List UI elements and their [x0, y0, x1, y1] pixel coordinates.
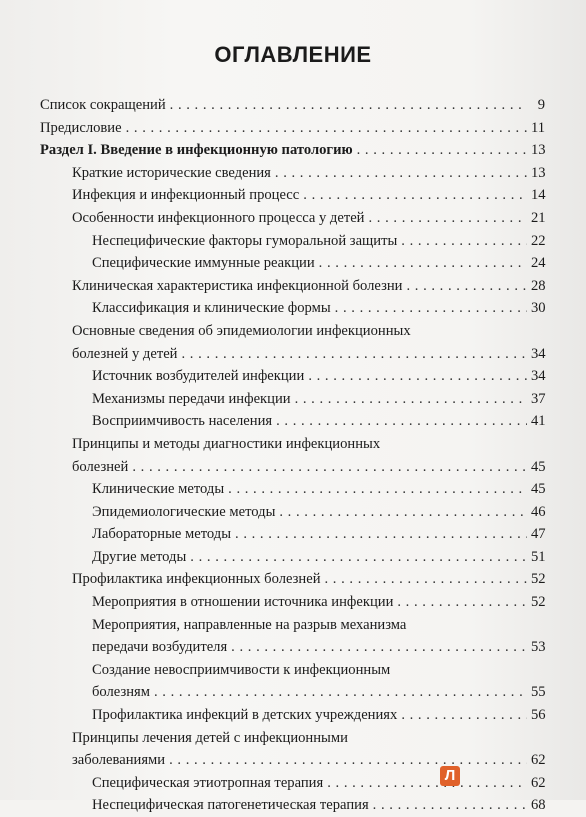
- toc-entry-page: 47: [531, 526, 546, 543]
- toc-entry: [40, 184, 545, 207]
- leader-dots: [279, 501, 527, 524]
- toc-subentry: [40, 501, 545, 524]
- toc-section-title: Раздел I. Введение в инфекционную патологию: [40, 142, 353, 159]
- toc-entry-page: 21: [531, 209, 546, 226]
- toc-entry-title: Инфекция и инфекционный процесс: [72, 187, 300, 204]
- toc-entry-title: Другие методы: [92, 548, 187, 565]
- toc-entry-title: Восприимчивость населения: [92, 413, 273, 430]
- leader-dots: [126, 117, 527, 140]
- leader-dots: [295, 388, 527, 411]
- toc-entry-title-line2: заболеваниями: [72, 752, 166, 769]
- toc-entry-page: 13: [531, 142, 546, 159]
- toc-entry-page: 55: [531, 684, 546, 701]
- toc-entry-page: 14: [531, 187, 546, 204]
- toc-subentry: [40, 704, 545, 727]
- toc-entry-title-line1: Мероприятия, направленные на разрыв механизма: [92, 616, 407, 633]
- toc-entry-page: 56: [531, 707, 546, 724]
- bleed-through-text: [60, 0, 530, 38]
- toc-entry-title: Механизмы передачи инфекции: [92, 390, 291, 407]
- publisher-logo-icon: [440, 766, 460, 786]
- toc-entry-title-line1: Принципы лечения детей с инфекционными: [72, 729, 348, 746]
- toc-entry-title-line2: болезней: [72, 458, 129, 475]
- toc-subentry: [40, 388, 545, 411]
- leader-dots: [132, 456, 527, 479]
- toc-entry-title-line2: передачи возбудителя: [92, 639, 228, 656]
- leader-dots: [170, 94, 527, 117]
- leader-dots: [231, 636, 527, 659]
- toc-entry-title: Специфические иммунные реакции: [92, 255, 315, 272]
- toc-subentry: [40, 794, 545, 817]
- leader-dots: [303, 184, 527, 207]
- toc-entry-page: 62: [531, 752, 546, 769]
- toc-entry-title: Клинические методы: [92, 481, 225, 498]
- toc-entry-page: 28: [531, 277, 546, 294]
- toc-entry-page: 45: [531, 458, 546, 475]
- toc-entry-title: Классификация и клинические формы: [92, 300, 331, 317]
- toc-subentry: [40, 681, 545, 704]
- toc-entry-page: 52: [531, 571, 546, 588]
- toc-subentry: [40, 297, 545, 320]
- toc-entry-page: 62: [531, 774, 546, 791]
- toc-entry-page: 34: [531, 368, 546, 385]
- toc-entry-page: 24: [531, 255, 546, 272]
- toc-entry-title: Список сокращений: [40, 97, 166, 113]
- toc-subentry: [40, 230, 545, 253]
- toc-entry-title-line1: Основные сведения об эпидемиологии инфекционных: [72, 322, 411, 339]
- toc-subentry: [40, 546, 545, 569]
- toc-entry: [40, 117, 545, 140]
- leader-dots: [235, 523, 527, 546]
- leader-dots: [357, 139, 527, 162]
- toc-entry: [40, 162, 545, 185]
- toc-entry-title-line1: Принципы и методы диагностики инфекционных: [72, 435, 381, 452]
- toc-entry-page: 9: [537, 97, 545, 113]
- leader-dots: [154, 681, 527, 704]
- toc-entry-title: Краткие исторические сведения: [72, 164, 271, 181]
- leader-dots: [401, 230, 527, 253]
- toc-subentry: [40, 636, 545, 659]
- toc-entry-title-line2: болезням: [92, 684, 150, 701]
- toc-section: [40, 139, 545, 162]
- toc-entry-title-line2: болезней у детей: [72, 345, 178, 362]
- toc-subentry: [40, 252, 545, 275]
- toc-entry-title: Профилактика инфекций в детских учреждениях: [92, 707, 398, 724]
- leader-dots: [373, 794, 527, 817]
- toc-entry: [40, 275, 545, 298]
- toc-entry: [40, 568, 545, 591]
- toc-entry-title: Профилактика инфекционных болезней: [72, 571, 321, 588]
- toc-subentry: [40, 591, 545, 614]
- toc-entry-page: 34: [531, 345, 546, 362]
- toc-entry-title: Эпидемиологические методы: [92, 503, 276, 520]
- toc-entry-page: 30: [531, 300, 546, 317]
- toc-entry: [40, 456, 545, 479]
- leader-dots: [190, 546, 527, 569]
- toc-heading: ОГЛАВЛЕНИЕ: [214, 42, 372, 67]
- table-of-contents: [40, 94, 545, 817]
- leader-dots: [397, 591, 527, 614]
- leader-dots: [369, 207, 528, 230]
- toc-entry-title: Предисловие: [40, 119, 122, 136]
- toc-entry-page: 13: [531, 164, 546, 181]
- toc-subentry: [40, 523, 545, 546]
- logo-letter: Л: [444, 767, 456, 784]
- toc-entry-page: 45: [531, 481, 546, 498]
- toc-entry-page: 11: [531, 119, 546, 136]
- leader-dots: [335, 297, 527, 320]
- leader-dots: [406, 275, 527, 298]
- toc-entry: [40, 207, 545, 230]
- toc-entry-title: Неспецифическая патогенетическая терапия: [92, 797, 369, 814]
- toc-entry: [40, 749, 545, 772]
- toc-entry: [40, 94, 545, 117]
- toc-entry-title: Специфическая этиотропная терапия: [92, 774, 324, 791]
- toc-entry-page: 51: [531, 548, 546, 565]
- toc-entry-page: 53: [531, 639, 546, 656]
- toc-subentry: [40, 365, 545, 388]
- leader-dots: [228, 478, 527, 501]
- leader-dots: [182, 343, 528, 366]
- toc-entry-title: Источник возбудителей инфекции: [92, 368, 305, 385]
- toc-subentry: [40, 478, 545, 501]
- leader-dots: [401, 704, 527, 727]
- toc-subentry: [40, 772, 545, 795]
- toc-entry-page: 52: [531, 594, 546, 611]
- toc-entry: [40, 343, 545, 366]
- leader-dots: [319, 252, 527, 275]
- toc-entry-title-line1: Создание невосприимчивости к инфекционным: [92, 661, 391, 678]
- toc-entry-title: Клиническая характеристика инфекционной болезни: [72, 277, 403, 294]
- toc-entry-title: Мероприятия в отношении источника инфекции: [92, 594, 394, 611]
- toc-entry-page: 68: [531, 797, 546, 814]
- toc-entry-title: Особенности инфекционного процесса у детей: [72, 209, 365, 226]
- toc-entry-page: 22: [531, 232, 546, 249]
- leader-dots: [169, 749, 527, 772]
- leader-dots: [327, 772, 527, 795]
- toc-entry-page: 46: [531, 503, 546, 520]
- toc-entry-title: Лабораторные методы: [92, 526, 232, 543]
- toc-entry-page: 37: [531, 390, 546, 407]
- toc-subentry: [40, 410, 545, 433]
- leader-dots: [308, 365, 527, 388]
- toc-entry-title: Неспецифические факторы гуморальной защиты: [92, 232, 398, 249]
- leader-dots: [325, 568, 528, 591]
- leader-dots: [275, 162, 527, 185]
- leader-dots: [276, 410, 527, 433]
- toc-entry-page: 41: [531, 413, 546, 430]
